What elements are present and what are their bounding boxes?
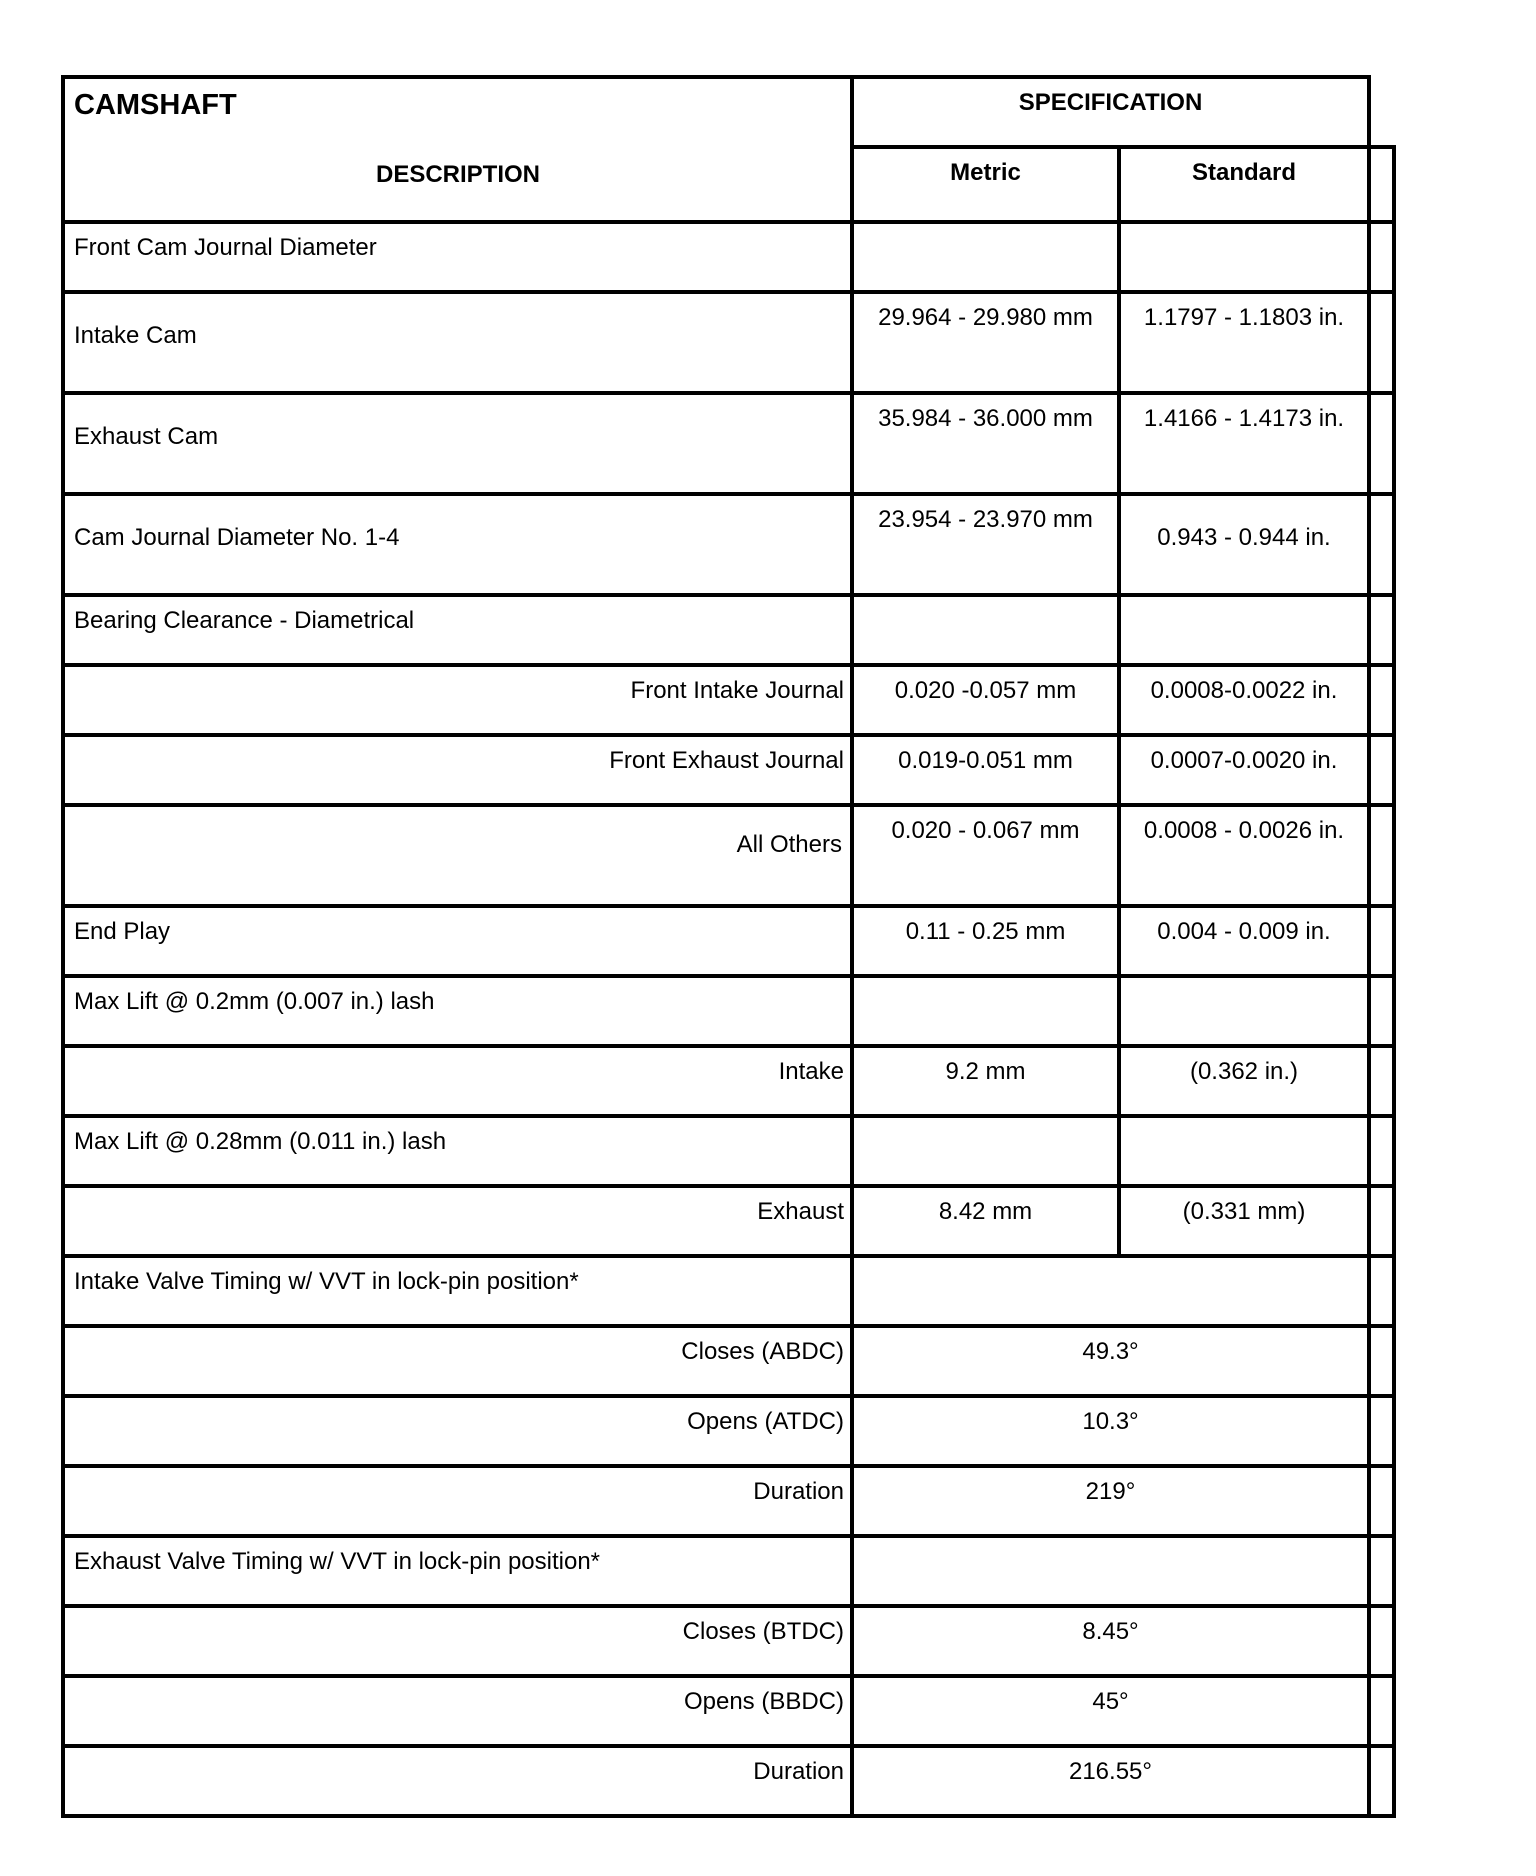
metric-cell: 9.2 mm (852, 1046, 1119, 1116)
table-row (63, 222, 1394, 292)
table-row (63, 735, 1394, 805)
table-row (63, 1606, 1394, 1676)
description-cell: Front Intake Journal (63, 665, 852, 735)
description-cell: Intake Cam (63, 292, 852, 393)
camshaft-spec-table (61, 75, 1396, 1818)
margin-cell (1369, 665, 1394, 735)
section-title: CAMSHAFT (74, 89, 237, 121)
margin-cell (1369, 1746, 1394, 1816)
margin-cell (1369, 1046, 1394, 1116)
metric-cell (852, 1116, 1119, 1186)
margin-cell (1369, 1396, 1394, 1466)
standard-cell: 0.0007-0.0020 in. (1119, 735, 1369, 805)
standard-cell: 0.0008 - 0.0026 in. (1119, 805, 1369, 906)
margin-cell (1369, 976, 1394, 1046)
margin-cell (1369, 735, 1394, 805)
description-cell: Opens (BBDC) (63, 1676, 852, 1746)
standard-cell: 0.0008-0.0022 in. (1119, 665, 1369, 735)
table-row (63, 1116, 1394, 1186)
table-row (63, 1046, 1394, 1116)
value-cell: 216.55° (852, 1746, 1369, 1816)
standard-cell (1119, 595, 1369, 665)
standard-cell (1119, 976, 1369, 1046)
table-row (63, 1746, 1394, 1816)
standard-cell (1119, 1116, 1369, 1186)
standard-cell: 1.4166 - 1.4173 in. (1119, 393, 1369, 494)
description-cell: End Play (63, 906, 852, 976)
description-cell: All Others (63, 805, 852, 906)
margin-cell (1369, 1536, 1394, 1606)
description-cell: Bearing Clearance - Diametrical (63, 595, 852, 665)
description-cell: Front Cam Journal Diameter (63, 222, 852, 292)
table-row (63, 976, 1394, 1046)
metric-cell (852, 595, 1119, 665)
metric-header: Metric (852, 147, 1119, 222)
metric-cell: 0.019-0.051 mm (852, 735, 1119, 805)
description-cell: Exhaust Valve Timing w/ VVT in lock-pin position* (63, 1536, 852, 1606)
margin-cell (1369, 494, 1394, 595)
description-cell: Cam Journal Diameter No. 1-4 (63, 494, 852, 595)
margin-cell (1369, 1116, 1394, 1186)
description-cell: Exhaust (63, 1186, 852, 1256)
table-row (63, 1676, 1394, 1746)
description-cell: Intake (63, 1046, 852, 1116)
margin-cell (1369, 1676, 1394, 1746)
value-cell: 45° (852, 1676, 1369, 1746)
table-row (63, 906, 1394, 976)
value-cell (852, 1256, 1369, 1326)
margin-cell (1369, 1186, 1394, 1256)
table-row (63, 393, 1394, 494)
metric-cell: 23.954 - 23.970 mm (852, 494, 1119, 595)
standard-cell: (0.331 mm) (1119, 1186, 1369, 1256)
standard-cell: 0.943 - 0.944 in. (1119, 494, 1369, 595)
description-cell: Max Lift @ 0.2mm (0.007 in.) lash (63, 976, 852, 1046)
value-cell (852, 1536, 1369, 1606)
value-cell: 219° (852, 1466, 1369, 1536)
description-cell: Closes (BTDC) (63, 1606, 852, 1676)
table-row (63, 1186, 1394, 1256)
margin-cell (1369, 1466, 1394, 1536)
value-cell: 8.45° (852, 1606, 1369, 1676)
standard-cell: 1.1797 - 1.1803 in. (1119, 292, 1369, 393)
standard-cell (1119, 222, 1369, 292)
margin-cell (1369, 805, 1394, 906)
standard-cell: (0.362 in.) (1119, 1046, 1369, 1116)
description-cell: Front Exhaust Journal (63, 735, 852, 805)
table-row (63, 494, 1394, 595)
metric-cell: 8.42 mm (852, 1186, 1119, 1256)
table-row (63, 595, 1394, 665)
description-header: DESCRIPTION (375, 161, 540, 188)
metric-cell: 29.964 - 29.980 mm (852, 292, 1119, 393)
margin-cell (1369, 1606, 1394, 1676)
table-row (63, 665, 1394, 735)
description-cell: Max Lift @ 0.28mm (0.011 in.) lash (63, 1116, 852, 1186)
metric-cell: 0.020 -0.057 mm (852, 665, 1119, 735)
table-row (63, 805, 1394, 906)
table-row (63, 1396, 1394, 1466)
description-cell: Closes (ABDC) (63, 1326, 852, 1396)
metric-cell (852, 222, 1119, 292)
margin-cell (1369, 1326, 1394, 1396)
description-cell: Opens (ATDC) (63, 1396, 852, 1466)
metric-cell: 35.984 - 36.000 mm (852, 393, 1119, 494)
metric-cell: 0.11 - 0.25 mm (852, 906, 1119, 976)
value-cell: 10.3° (852, 1396, 1369, 1466)
description-cell: Duration (63, 1746, 852, 1816)
description-cell: Intake Valve Timing w/ VVT in lock-pin position* (63, 1256, 852, 1326)
table-row (63, 1326, 1394, 1396)
margin-cell (1369, 1256, 1394, 1326)
description-cell: Exhaust Cam (63, 393, 852, 494)
standard-header: Standard (1119, 147, 1369, 222)
margin-cell (1369, 222, 1394, 292)
table-row (63, 1536, 1394, 1606)
metric-cell (852, 976, 1119, 1046)
description-header-cell (63, 77, 852, 222)
specification-header: SPECIFICATION (852, 77, 1369, 147)
margin-cell (1369, 595, 1394, 665)
metric-cell: 0.020 - 0.067 mm (852, 805, 1119, 906)
table-row (63, 1466, 1394, 1536)
standard-cell: 0.004 - 0.009 in. (1119, 906, 1369, 976)
table-row (63, 1256, 1394, 1326)
value-cell: 49.3° (852, 1326, 1369, 1396)
table-row (63, 292, 1394, 393)
margin-cell (1369, 393, 1394, 494)
margin-cell (1369, 292, 1394, 393)
description-cell: Duration (63, 1466, 852, 1536)
margin-cell (1369, 906, 1394, 976)
